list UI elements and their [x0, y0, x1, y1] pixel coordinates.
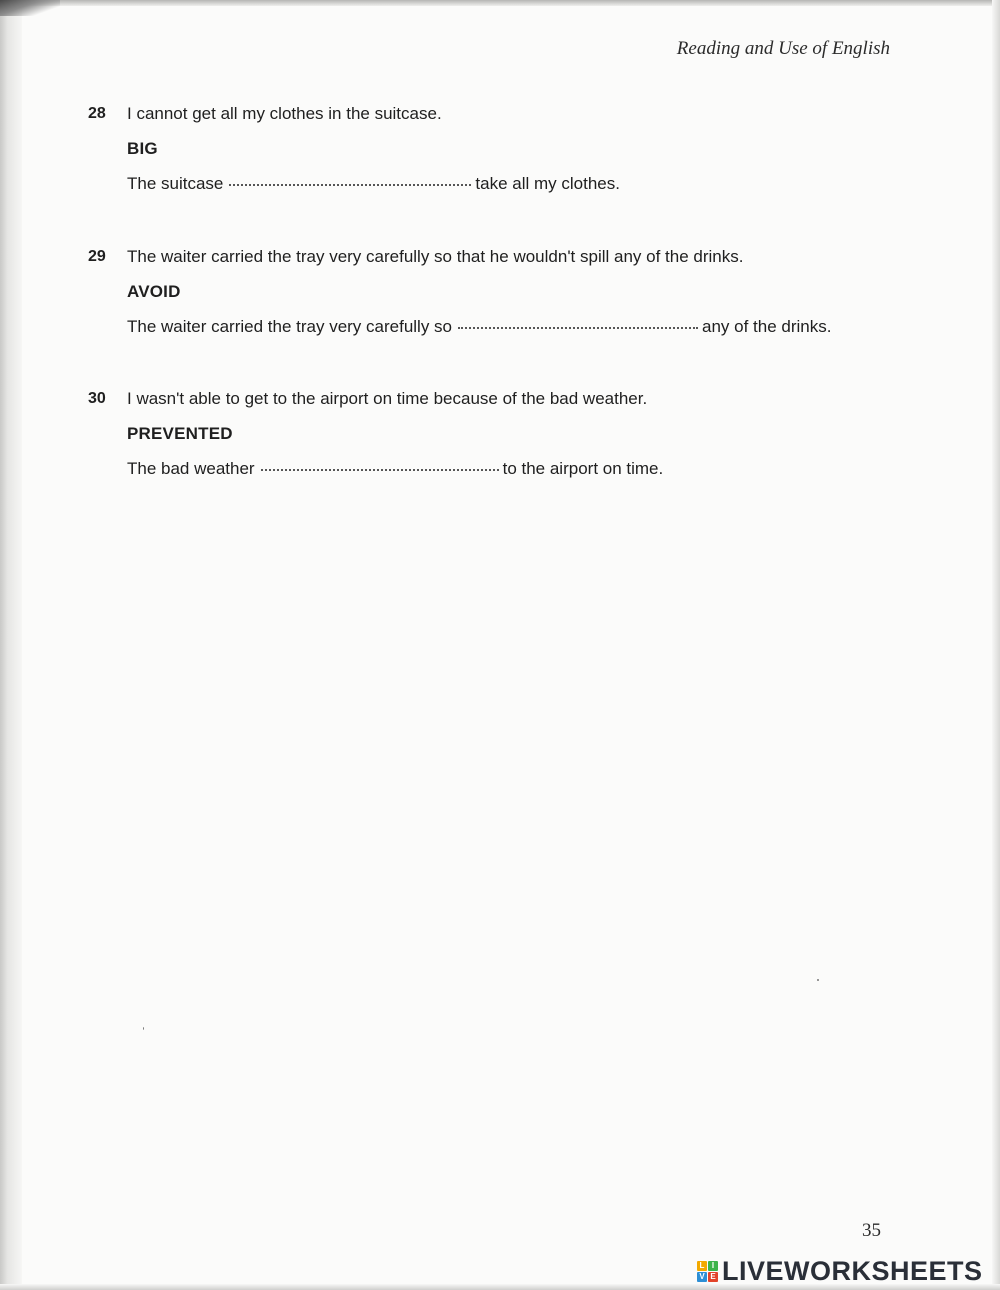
question-sentence: The waiter carried the tray very carefully so that he wouldn't spill any of the drinks. — [127, 247, 744, 266]
answer-gap-input[interactable] — [261, 468, 499, 471]
answer-prefix: The bad weather — [127, 459, 255, 478]
answer-gap-input[interactable] — [229, 183, 471, 186]
answer-line — [127, 457, 908, 481]
question-number: 28 — [88, 105, 106, 122]
answer-suffix: any of the drinks. — [702, 317, 832, 336]
answer-prefix: The suitcase — [127, 174, 224, 193]
logo-block: V — [697, 1272, 707, 1282]
answer-suffix: to the airport on time. — [502, 459, 664, 478]
question-sentence: I cannot get all my clothes in the suitcase. — [127, 104, 442, 123]
answer-gap-input[interactable] — [458, 326, 698, 329]
scan-edge-top — [0, 0, 1000, 6]
answer-suffix: take all my clothes. — [475, 174, 620, 193]
question-30 — [88, 387, 908, 481]
question-keyword: PREVENTED — [127, 424, 233, 443]
scan-edge-left — [0, 0, 22, 1290]
logo-block: I — [708, 1261, 718, 1271]
scan-speck — [817, 979, 819, 981]
question-keyword: AVOID — [127, 282, 181, 301]
liveworksheets-logo — [697, 1256, 983, 1286]
question-number: 30 — [88, 390, 106, 407]
question-29 — [88, 245, 908, 339]
scan-speck — [143, 1027, 144, 1030]
scan-edge-right — [992, 0, 1000, 1290]
question-number: 29 — [88, 248, 106, 265]
question-28 — [88, 102, 908, 196]
answer-prefix: The waiter carried the tray very carefully so — [127, 317, 453, 336]
answer-line — [127, 172, 908, 196]
answer-line — [127, 315, 908, 339]
question-sentence: I wasn't able to get to the airport on time because of the bad weather. — [127, 389, 648, 408]
logo-block: L — [697, 1261, 707, 1271]
logo-wordmark: LIVEWORKSHEETS — [722, 1256, 983, 1286]
logo-block: E — [708, 1272, 718, 1282]
page-header-title: Reading and Use of English — [676, 38, 890, 59]
scan-corner-shadow — [0, 0, 60, 16]
question-keyword: BIG — [127, 139, 158, 158]
page-number: 35 — [862, 1220, 881, 1241]
logo-blocks-icon — [697, 1261, 718, 1282]
